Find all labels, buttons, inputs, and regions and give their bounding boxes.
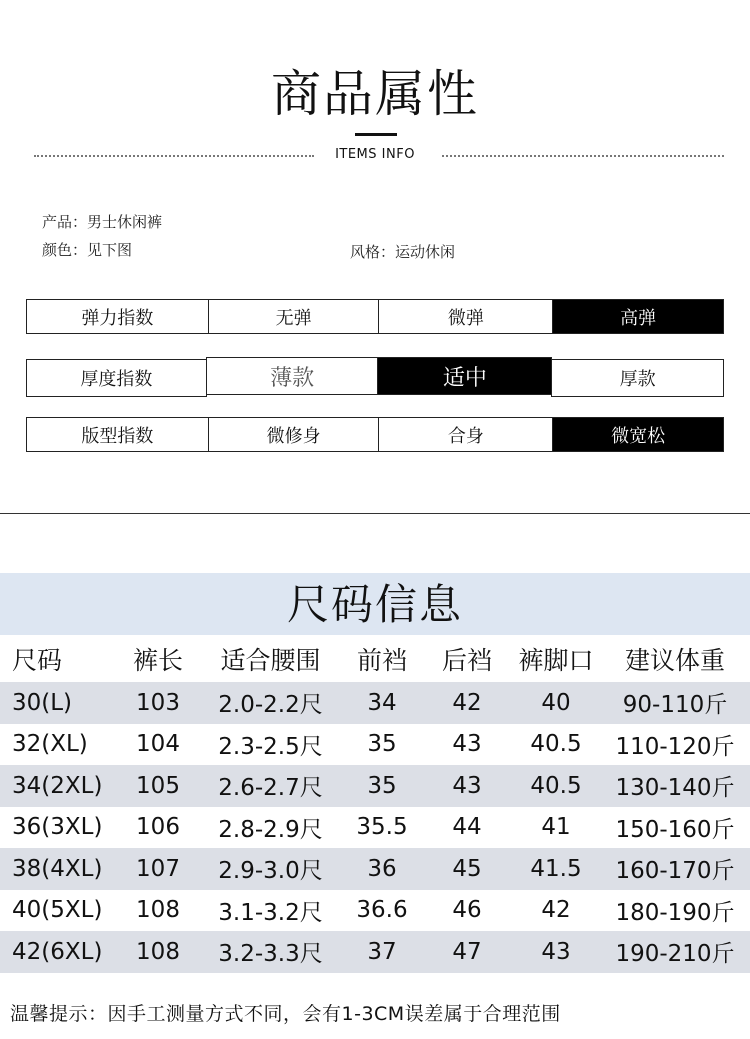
- cell-leg-opening: 40.5: [530, 731, 582, 758]
- thickness-row: [26, 357, 724, 394]
- cell-weight: 180-190斤: [615, 899, 735, 926]
- table-row: [0, 765, 750, 807]
- elasticity-label: 弹力指数: [26, 299, 209, 334]
- cell-weight: 110-120斤: [615, 733, 735, 760]
- cell-back-rise: 42: [452, 689, 482, 716]
- cell-front-rise: 35: [367, 772, 397, 799]
- page-title: 商品属性: [271, 65, 479, 123]
- cell-waist: 3.1-3.2尺: [218, 899, 323, 926]
- product-style: 风格：运动休闲: [350, 243, 456, 261]
- table-row: [0, 682, 750, 724]
- product-name: 产品：男士休闲裤: [42, 213, 163, 231]
- cell-length: 103: [136, 689, 180, 716]
- cell-waist: 2.3-2.5尺: [218, 733, 323, 760]
- thickness-option-selected: 适中: [377, 357, 552, 395]
- title-underline: [355, 133, 397, 136]
- cell-size: 42(6XL): [12, 938, 103, 965]
- thickness-option: 薄款: [206, 357, 379, 395]
- header-front-rise: 前裆: [356, 646, 407, 675]
- cell-length: 104: [136, 731, 180, 758]
- table-row: [0, 724, 750, 766]
- fit-option-selected: 微宽松: [552, 417, 724, 452]
- product-color: 颜色：见下图: [42, 241, 133, 259]
- header-waist: 适合腰围: [220, 646, 321, 675]
- fit-row: [26, 417, 724, 454]
- thickness-label: 厚度指数: [26, 359, 207, 397]
- cell-waist: 2.8-2.9尺: [218, 816, 323, 843]
- cell-length: 108: [136, 938, 180, 965]
- cell-front-rise: 35.5: [356, 814, 408, 841]
- measurement-note: 温馨提示：因手工测量方式不同，会有1-3CM误差属于合理范围: [10, 1003, 561, 1025]
- table-row: [0, 807, 750, 849]
- cell-waist: 2.0-2.2尺: [218, 692, 323, 719]
- cell-length: 105: [136, 772, 180, 799]
- thickness-option: 厚款: [551, 359, 724, 397]
- cell-length: 108: [136, 897, 180, 924]
- cell-size: 30(L): [12, 689, 73, 716]
- cell-front-rise: 36.6: [356, 897, 408, 924]
- elasticity-row: [26, 299, 724, 336]
- cell-waist: 2.9-3.0尺: [218, 858, 323, 885]
- cell-back-rise: 44: [452, 814, 482, 841]
- section-separator: [0, 513, 750, 514]
- cell-size: 36(3XL): [12, 814, 103, 841]
- cell-size: 32(XL): [12, 731, 88, 758]
- size-table-header: [0, 636, 750, 682]
- cell-length: 107: [136, 855, 180, 882]
- cell-weight: 190-210斤: [615, 941, 735, 968]
- cell-weight: 150-160斤: [615, 816, 735, 843]
- table-row: [0, 931, 750, 973]
- items-info-label: ITEMS INFO: [335, 147, 415, 162]
- cell-size: 34(2XL): [12, 772, 103, 799]
- table-row: [0, 848, 750, 890]
- cell-waist: 3.2-3.3尺: [218, 941, 323, 968]
- cell-back-rise: 47: [452, 938, 482, 965]
- cell-back-rise: 43: [452, 731, 482, 758]
- fit-option: 微修身: [208, 417, 380, 452]
- cell-weight: 160-170斤: [615, 858, 735, 885]
- elasticity-option-selected: 高弹: [552, 299, 724, 334]
- cell-front-rise: 37: [367, 938, 397, 965]
- cell-size: 40(5XL): [12, 897, 103, 924]
- cell-back-rise: 46: [452, 897, 482, 924]
- cell-weight: 90-110斤: [622, 692, 728, 719]
- cell-leg-opening: 40: [541, 689, 571, 716]
- cell-leg-opening: 42: [541, 897, 571, 924]
- cell-leg-opening: 40.5: [530, 772, 582, 799]
- cell-waist: 2.6-2.7尺: [218, 775, 323, 802]
- divider-right: [442, 155, 724, 157]
- cell-back-rise: 45: [452, 855, 482, 882]
- cell-size: 38(4XL): [12, 855, 103, 882]
- cell-front-rise: 36: [367, 855, 397, 882]
- cell-length: 106: [136, 814, 180, 841]
- elasticity-option: 无弹: [208, 299, 380, 334]
- cell-back-rise: 43: [452, 772, 482, 799]
- size-table: [0, 636, 750, 973]
- cell-leg-opening: 41: [541, 814, 571, 841]
- cell-leg-opening: 43: [541, 938, 571, 965]
- header-leg-opening: 裤脚口: [518, 646, 594, 675]
- size-title: 尺码信息: [286, 580, 463, 629]
- cell-weight: 130-140斤: [615, 775, 735, 802]
- fit-option: 合身: [378, 417, 553, 452]
- header-back-rise: 后裆: [441, 646, 492, 675]
- header-weight: 建议体重: [624, 646, 725, 675]
- cell-front-rise: 34: [367, 689, 397, 716]
- elasticity-option: 微弹: [378, 299, 553, 334]
- header-length: 裤长: [132, 646, 183, 675]
- divider-left: [34, 155, 314, 157]
- fit-label: 版型指数: [26, 417, 209, 452]
- table-row: [0, 890, 750, 932]
- header-size: 尺码: [12, 646, 63, 675]
- cell-leg-opening: 41.5: [530, 855, 582, 882]
- cell-front-rise: 35: [367, 731, 397, 758]
